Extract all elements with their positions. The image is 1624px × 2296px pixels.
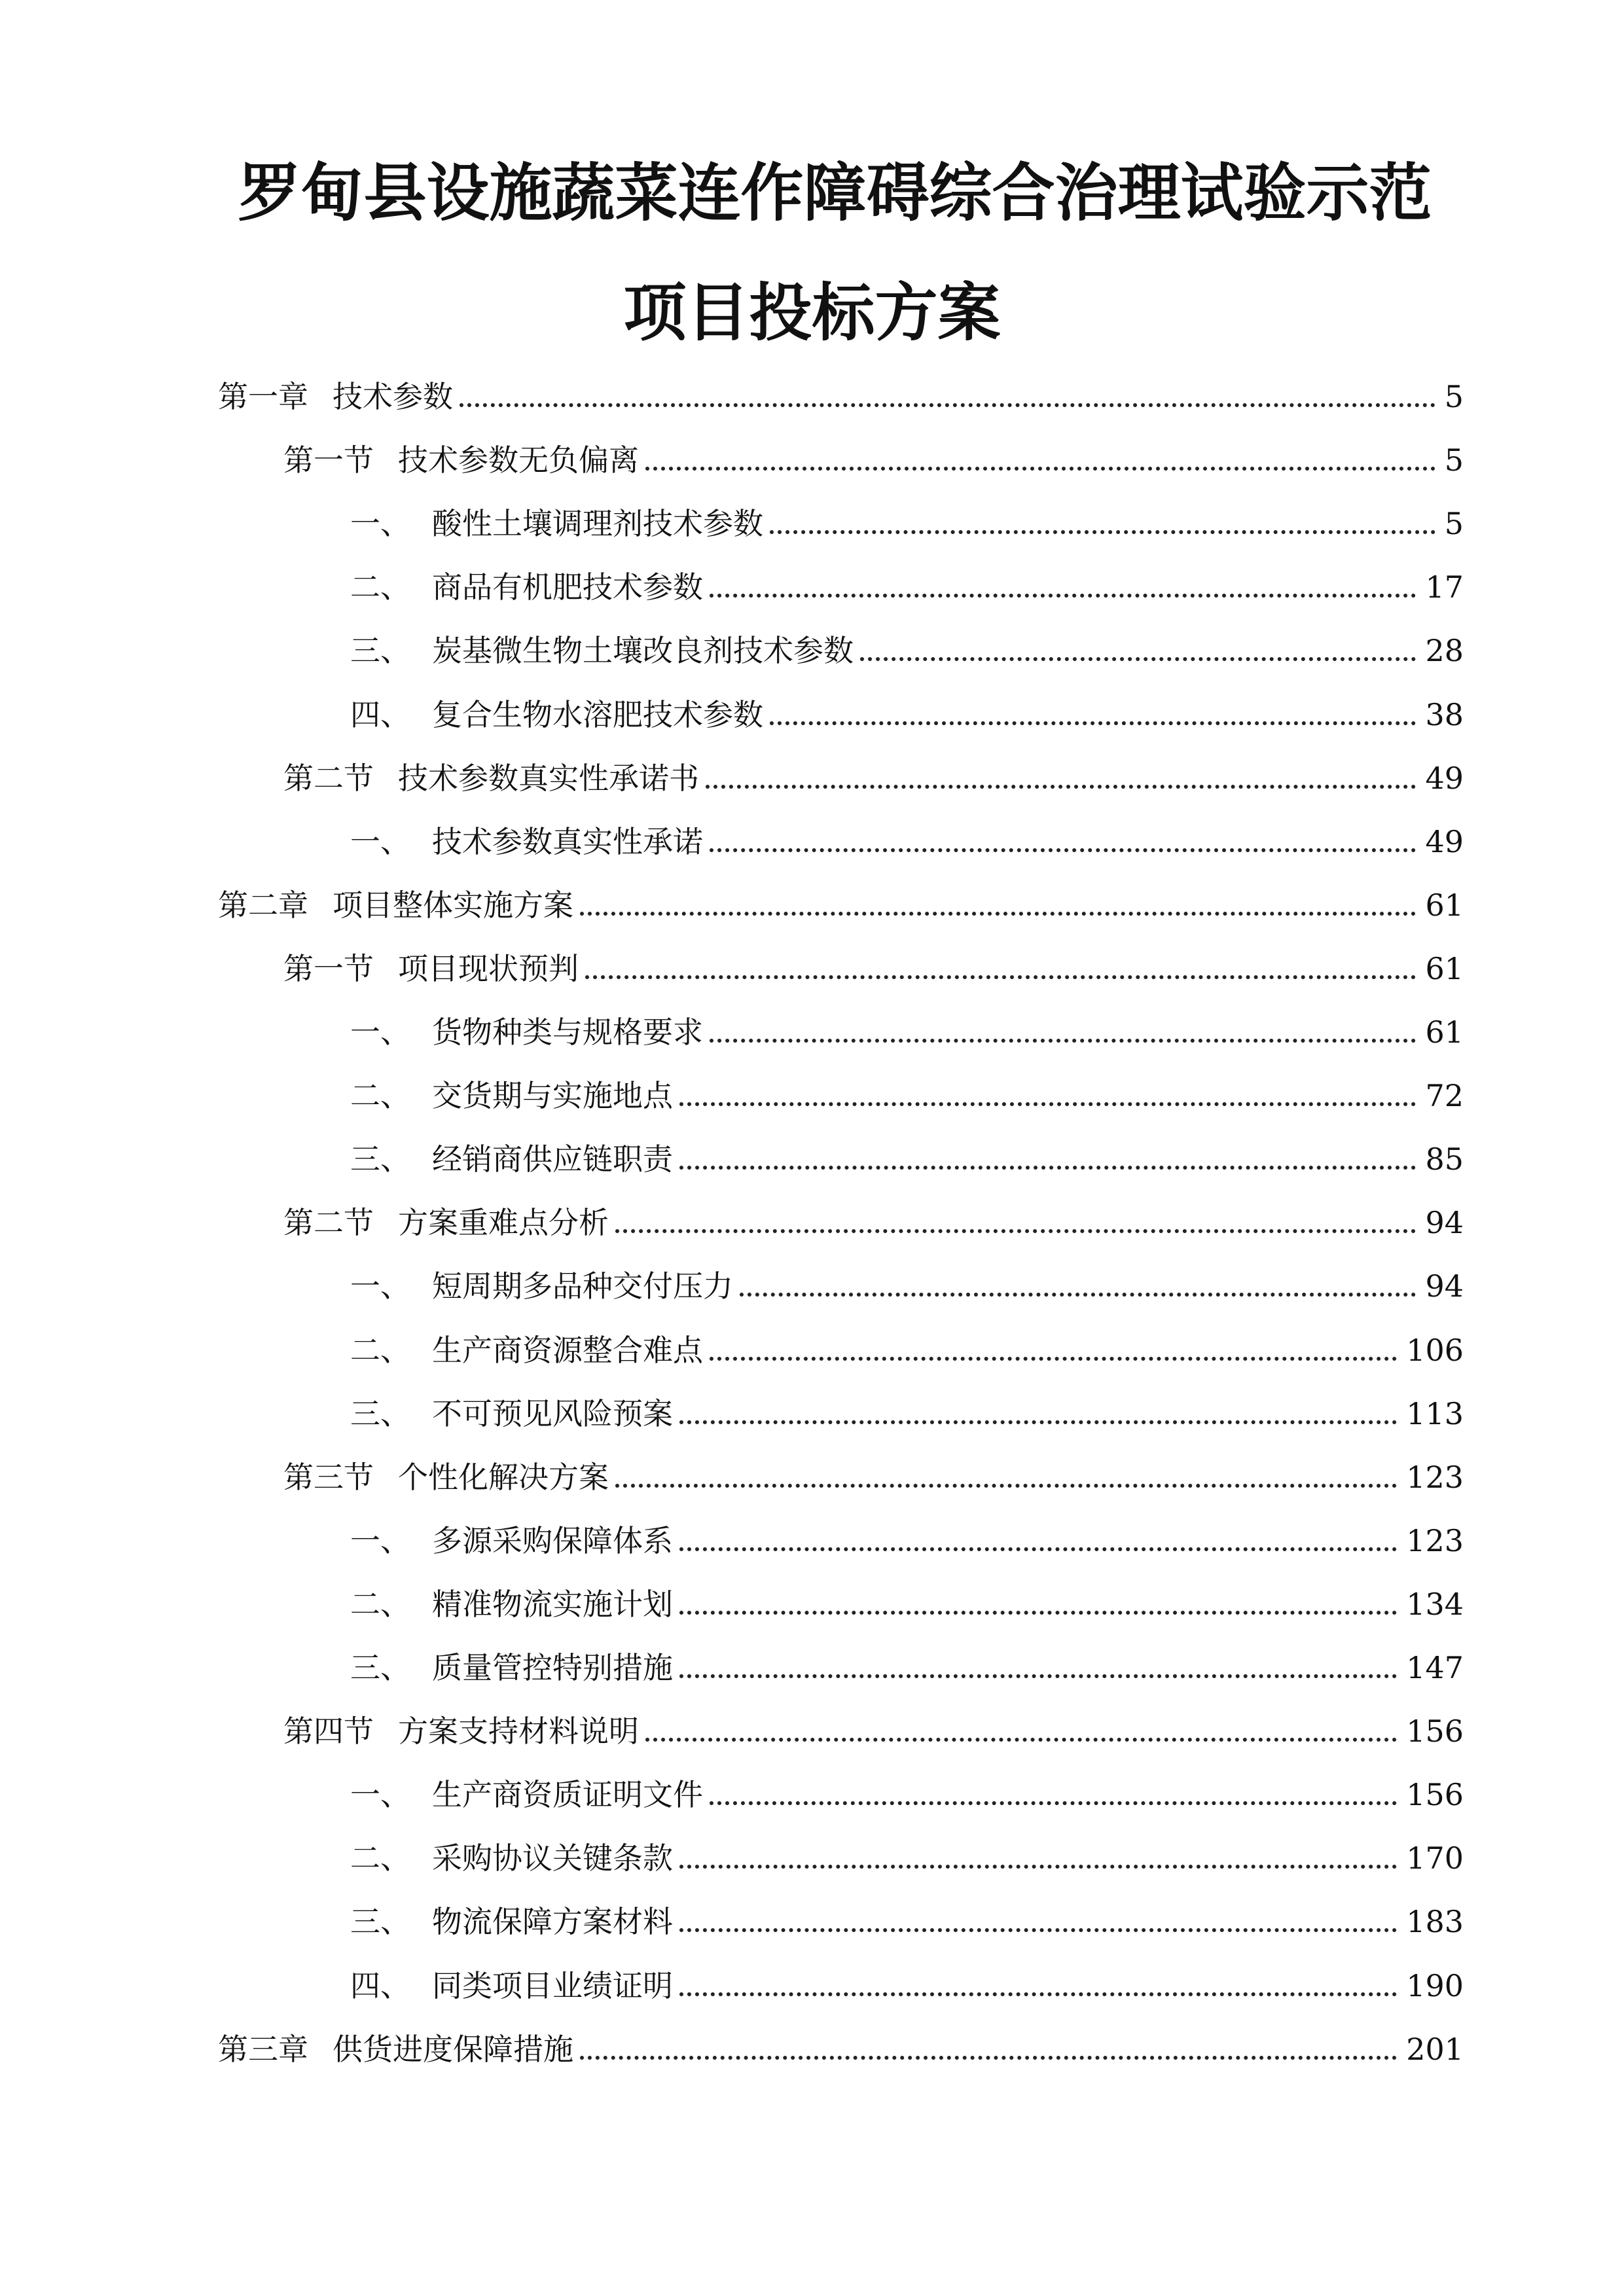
toc-dot-leader: [645, 437, 1435, 484]
toc-entry-title: 技术参数无负偏离: [398, 442, 639, 478]
toc-entry[interactable]: [350, 1835, 1464, 1882]
toc-entry-title: 技术参数真实性承诺: [432, 823, 703, 859]
toc-entry-page-number: 85: [1425, 1141, 1464, 1177]
toc-entry-title: 技术参数: [333, 379, 453, 414]
toc-dot-leader: [679, 1898, 1397, 1945]
toc-entry-number: 三、: [350, 1395, 410, 1431]
toc-entry-page-number: 147: [1406, 1650, 1464, 1685]
toc-entry-number: 二、: [350, 569, 410, 605]
toc-dot-leader: [679, 1581, 1397, 1628]
toc-entry[interactable]: [283, 1708, 1464, 1755]
toc-entry-number: 一、: [350, 823, 410, 859]
toc-entry[interactable]: [350, 1581, 1464, 1628]
toc-dot-leader: [710, 1771, 1397, 1818]
toc-dot-leader: [679, 1835, 1397, 1882]
toc-entry-number: 第四节: [283, 1713, 374, 1749]
toc-entry-number: 四、: [350, 1967, 410, 2003]
toc-entry-page-number: 17: [1425, 569, 1464, 605]
toc-entry-page-number: 190: [1406, 1967, 1464, 2003]
toc-dot-leader: [580, 2026, 1397, 2073]
toc-entry-page-number: 113: [1406, 1395, 1464, 1431]
toc-entry-title: 个性化解决方案: [398, 1459, 609, 1495]
toc-entry-page-number: 5: [1444, 442, 1464, 478]
toc-entry-number: 三、: [350, 633, 410, 669]
toc-entry-page-number: 123: [1406, 1522, 1464, 1558]
toc-dot-leader: [770, 691, 1416, 738]
toc-entry-number: 一、: [350, 1268, 410, 1304]
toc-entry-number: 三、: [350, 1904, 410, 1940]
toc-dot-leader: [710, 1009, 1416, 1056]
toc-entry[interactable]: [350, 1962, 1464, 2009]
toc-entry-title: 方案重难点分析: [398, 1205, 609, 1241]
toc-entry-title: 项目整体实施方案: [333, 887, 573, 923]
toc-entry-title: 项目现状预判: [398, 950, 579, 986]
toc-entry[interactable]: [350, 1136, 1464, 1183]
toc-entry-page-number: 94: [1425, 1268, 1464, 1304]
toc-entry[interactable]: [350, 1771, 1464, 1818]
toc-dot-leader: [679, 1962, 1397, 2009]
toc-entry-number: 第二节: [283, 1205, 374, 1241]
toc-dot-leader: [679, 1517, 1397, 1564]
toc-entry-title: 短周期多品种交付压力: [432, 1268, 733, 1304]
toc-entry[interactable]: [350, 818, 1464, 865]
toc-entry[interactable]: [283, 755, 1464, 802]
toc-entry-title: 货物种类与规格要求: [432, 1014, 703, 1050]
toc-entry[interactable]: [283, 437, 1464, 484]
toc-entry[interactable]: [350, 1644, 1464, 1691]
toc-entry-page-number: 28: [1425, 633, 1464, 669]
toc-entry-number: 一、: [350, 506, 410, 542]
toc-entry-number: 二、: [350, 1332, 410, 1368]
toc-entry-number: 四、: [350, 696, 410, 732]
toc-entry[interactable]: [218, 2026, 1464, 2073]
toc-entry-title: 商品有机肥技术参数: [432, 569, 703, 605]
toc-dot-leader: [706, 755, 1416, 802]
toc-entry[interactable]: [350, 1009, 1464, 1056]
toc-entry[interactable]: [218, 373, 1464, 420]
toc-entry[interactable]: [350, 1263, 1464, 1310]
toc-entry[interactable]: [283, 1199, 1464, 1246]
toc-entry-page-number: 183: [1406, 1904, 1464, 1940]
toc-entry-number: 三、: [350, 1141, 410, 1177]
toc-dot-leader: [860, 627, 1416, 674]
toc-dot-leader: [679, 1072, 1416, 1119]
toc-entry-title: 生产商资质证明文件: [432, 1777, 703, 1813]
toc-entry-number: 第二节: [283, 760, 374, 796]
toc-dot-leader: [740, 1263, 1416, 1310]
toc-entry-number: 一、: [350, 1014, 410, 1050]
toc-entry-number: 第一章: [218, 379, 308, 414]
toc-entry-title: 同类项目业绩证明: [432, 1967, 673, 2003]
toc-dot-leader: [615, 1454, 1397, 1501]
toc-entry-page-number: 49: [1425, 823, 1464, 859]
toc-entry-page-number: 61: [1425, 950, 1464, 986]
toc-entry-number: 第三节: [283, 1459, 374, 1495]
toc-entry-number: 二、: [350, 1840, 410, 1876]
toc-entry-title: 供货进度保障措施: [333, 2031, 573, 2067]
document-title-line-1: 罗甸县设施蔬菜连作障碍综合治理试验示范: [238, 156, 1432, 230]
toc-entry[interactable]: [350, 1898, 1464, 1945]
toc-dot-leader: [679, 1644, 1397, 1691]
toc-entry-title: 不可预见风险预案: [432, 1395, 673, 1431]
toc-entry[interactable]: [350, 1072, 1464, 1119]
toc-dot-leader: [770, 500, 1435, 547]
toc-dot-leader: [710, 1327, 1397, 1374]
toc-entry-title: 炭基微生物土壤改良剂技术参数: [432, 633, 854, 669]
toc-dot-leader: [679, 1136, 1416, 1183]
toc-entry-page-number: 61: [1425, 887, 1464, 923]
toc-entry-title: 生产商资源整合难点: [432, 1332, 703, 1368]
toc-dot-leader: [710, 818, 1416, 865]
toc-entry-page-number: 201: [1406, 2031, 1464, 2067]
toc-entry-title: 复合生物水溶肥技术参数: [432, 696, 763, 732]
toc-entry-page-number: 170: [1406, 1840, 1464, 1876]
toc-entry-page-number: 5: [1444, 506, 1464, 542]
toc-entry-title: 质量管控特别措施: [432, 1650, 673, 1685]
toc-entry-number: 第一节: [283, 950, 374, 986]
toc-entry-title: 采购协议关键条款: [432, 1840, 673, 1876]
toc-entry-page-number: 106: [1406, 1332, 1464, 1368]
toc-entry-title: 技术参数真实性承诺书: [398, 760, 699, 796]
toc-entry[interactable]: [283, 1454, 1464, 1501]
toc-dot-leader: [615, 1199, 1416, 1246]
toc-entry[interactable]: [283, 945, 1464, 992]
toc-entry-title: 经销商供应链职责: [432, 1141, 673, 1177]
toc-entry-page-number: 38: [1425, 696, 1464, 732]
toc-entry-page-number: 156: [1406, 1777, 1464, 1813]
toc-dot-leader: [460, 373, 1435, 420]
toc-dot-leader: [679, 1390, 1397, 1437]
toc-entry[interactable]: [350, 564, 1464, 611]
toc-entry-number: 二、: [350, 1586, 410, 1622]
toc-entry[interactable]: [350, 1327, 1464, 1374]
toc-entry-page-number: 156: [1406, 1713, 1464, 1749]
toc-entry[interactable]: [218, 882, 1464, 929]
toc-entry-page-number: 72: [1425, 1078, 1464, 1114]
toc-entry-page-number: 123: [1406, 1459, 1464, 1495]
toc-dot-leader: [645, 1708, 1397, 1755]
toc-entry-title: 交货期与实施地点: [432, 1078, 673, 1114]
toc-entry-page-number: 61: [1425, 1014, 1464, 1050]
toc-entry-number: 二、: [350, 1078, 410, 1114]
toc-entry-title: 精准物流实施计划: [432, 1586, 673, 1622]
toc-dot-leader: [710, 564, 1416, 611]
toc-entry[interactable]: [350, 500, 1464, 547]
toc-dot-leader: [585, 945, 1416, 992]
toc-dot-leader: [580, 882, 1416, 929]
toc-entry-number: 第三章: [218, 2031, 308, 2067]
toc-entry[interactable]: [350, 691, 1464, 738]
toc-entry-page-number: 49: [1425, 760, 1464, 796]
document-title-line-2: 项目投标方案: [623, 276, 1001, 350]
toc-entry-number: 一、: [350, 1522, 410, 1558]
toc-entry-title: 物流保障方案材料: [432, 1904, 673, 1940]
toc-entry[interactable]: [350, 627, 1464, 674]
toc-entry-title: 酸性土壤调理剂技术参数: [432, 506, 763, 542]
toc-entry-title: 多源采购保障体系: [432, 1522, 673, 1558]
toc-entry-number: 第二章: [218, 887, 308, 923]
toc-entry-number: 三、: [350, 1650, 410, 1685]
toc-entry-title: 方案支持材料说明: [398, 1713, 639, 1749]
toc-entry[interactable]: [350, 1517, 1464, 1564]
toc-entry[interactable]: [350, 1390, 1464, 1437]
toc-entry-page-number: 134: [1406, 1586, 1464, 1622]
toc-entry-page-number: 5: [1444, 379, 1464, 414]
toc-entry-number: 一、: [350, 1777, 410, 1813]
toc-entry-page-number: 94: [1425, 1205, 1464, 1241]
toc-entry-number: 第一节: [283, 442, 374, 478]
